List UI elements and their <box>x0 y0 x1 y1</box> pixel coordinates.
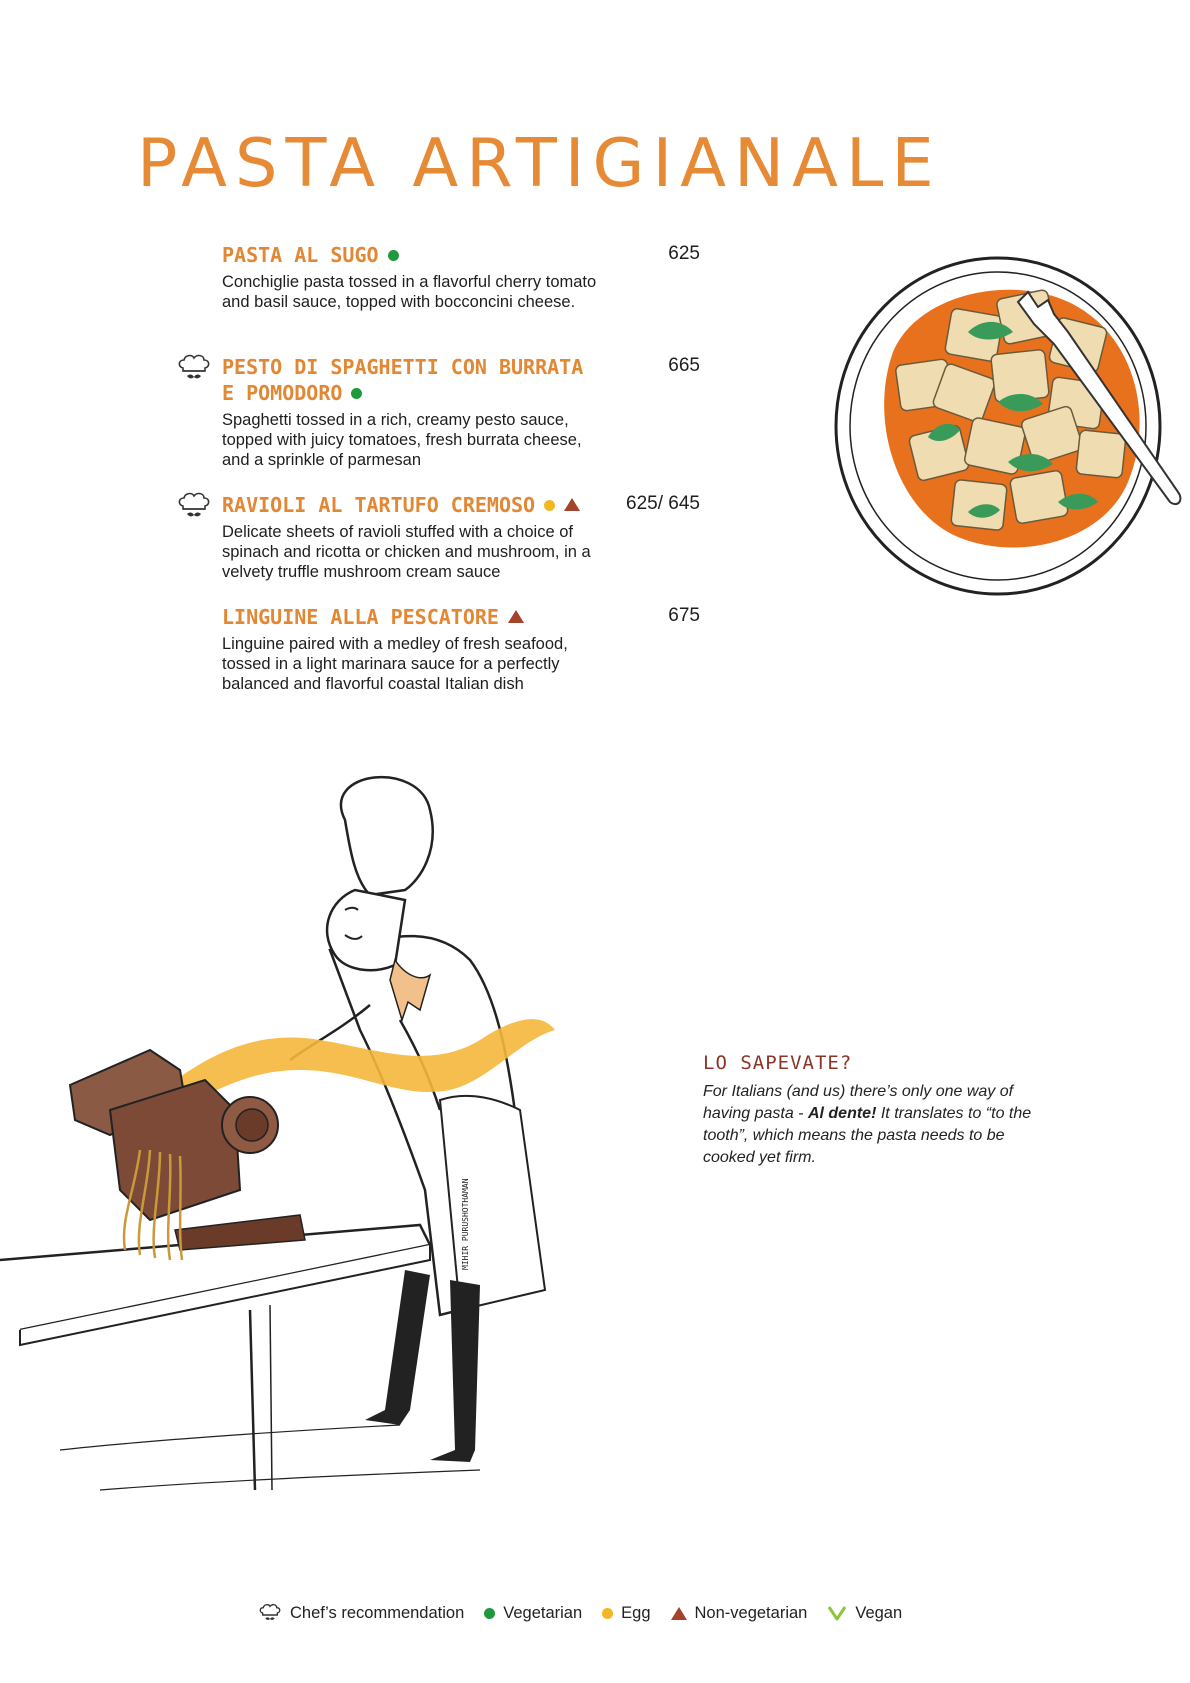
vegetarian-marker-icon <box>388 250 399 261</box>
legend-label: Egg <box>621 1603 651 1622</box>
dietary-legend <box>258 1600 902 1626</box>
fact-text-after: It translates to “to the tooth”, which means the pasta needs to be cooked yet firm. <box>703 1105 1032 1166</box>
menu-item-pesto-di-spaghetti <box>222 354 700 470</box>
menu-item-title-row <box>222 242 602 268</box>
legend-item-vegan <box>827 1604 902 1623</box>
menu-item-ravioli-al-tartufo <box>222 492 700 582</box>
chef-hat-icon <box>176 352 212 384</box>
menu-item-description: Delicate sheets of ravioli stuffed with a choice of spinach and ricotta or chicken and mushroom, in a velvety truffle mushroom cream sauce <box>222 523 591 581</box>
chef-hat-icon <box>176 490 212 522</box>
did-you-know-text <box>703 1081 1033 1169</box>
menu-item-title-row <box>222 354 602 406</box>
menu-item-price: 625/ 645 <box>626 493 700 514</box>
menu-item-pasta-al-sugo <box>222 242 700 312</box>
menu-item-linguine-alla-pescatore <box>222 604 700 694</box>
legend-label: Chef’s recommendation <box>290 1603 465 1622</box>
non-vegetarian-marker-icon <box>564 498 580 511</box>
did-you-know-title: LO SAPEVATE? <box>703 1052 853 1074</box>
menu-item-description: Conchiglie pasta tossed in a flavorful cherry tomato and basil sauce, topped with bocconcini cheese. <box>222 273 597 311</box>
legend-item-non-vegetarian <box>671 1604 808 1623</box>
legend-item-vegetarian <box>484 1604 582 1623</box>
green-dot-icon <box>484 1608 495 1619</box>
fact-text-bold: Al dente! <box>807 1105 877 1122</box>
vegetarian-marker-icon <box>351 388 362 399</box>
illustrator-signature: MIHIR PURUSHOTHAMAN <box>461 1178 470 1270</box>
menu-item-description: Linguine paired with a medley of fresh seafood, tossed in a light marinara sauce for a perfectly balanced and flavorful coastal Italian dish <box>222 635 568 693</box>
chef-hat-icon <box>258 1602 282 1624</box>
fact-text-before: For Italians (and us) there’s only one way of having pasta - <box>703 1083 1014 1122</box>
menu-item-title-row <box>222 604 602 630</box>
egg-marker-icon <box>544 500 555 511</box>
menu-item-price: 675 <box>668 605 700 626</box>
menu-item-name: PESTO DI SPAGHETTI CON BURRATA E POMODORO <box>222 355 584 405</box>
legend-label: Non-vegetarian <box>694 1603 808 1622</box>
chef-pasta-machine-illustration <box>0 770 600 1510</box>
legend-label: Vegetarian <box>503 1603 583 1622</box>
legend-item-chef <box>258 1602 464 1624</box>
legend-item-egg <box>602 1604 650 1623</box>
legend-label: Vegan <box>855 1603 903 1622</box>
menu-item-name: PASTA AL SUGO <box>222 243 379 267</box>
menu-item-price: 665 <box>668 355 700 376</box>
non-vegetarian-marker-icon <box>508 610 524 623</box>
menu-item-name: LINGUINE ALLA PESCATORE <box>222 605 499 629</box>
yellow-dot-icon <box>602 1608 613 1619</box>
green-check-icon <box>827 1605 847 1621</box>
menu-item-name: RAVIOLI AL TARTUFO CREMOSO <box>222 493 536 517</box>
menu-item-price: 625 <box>668 243 700 264</box>
menu-item-title-row <box>222 492 602 518</box>
brown-triangle-icon <box>671 1607 687 1620</box>
menu-item-description: Spaghetti tossed in a rich, creamy pesto sauce, topped with juicy tomatoes, fresh burrata cheese, and a sprinkle of parmesan <box>222 411 582 469</box>
page-title: PASTA ARTIGIANALE <box>137 124 942 202</box>
ravioli-plate-illustration <box>828 252 1190 602</box>
